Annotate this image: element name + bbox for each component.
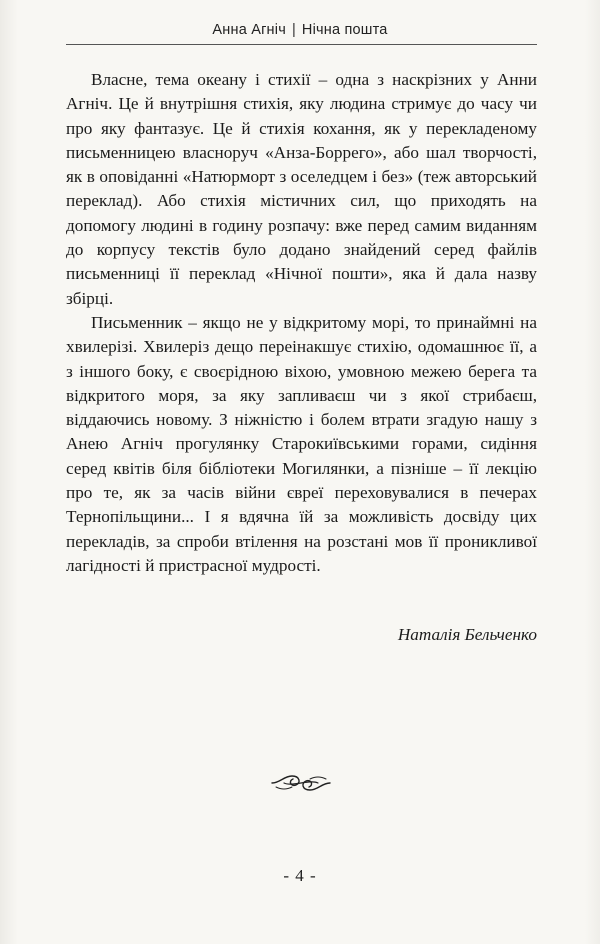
header-rule	[66, 44, 537, 45]
body-text	[66, 68, 537, 578]
page-number: - 4 -	[283, 866, 317, 885]
author-signature: Наталія Бельченко	[397, 625, 537, 644]
flourish-ornament-icon	[270, 768, 332, 798]
header-title: Нічна пошта	[301, 22, 388, 38]
running-header	[0, 22, 600, 38]
paragraph-2: Письменник – якщо не у відкритому морі, то принаймні на хвилерізі. Хвилеріз дещо переінакшує стихію, одомашнює її, а з іншого боку, є своєрідною віхою, умовною межею берега та відкритого моря, за яку запливаєш чи з якої стрибаєш, віддаючись новому. З ніжністю і болем втрати згадую нашу з Анею Агніч прогулянку Старокиївськими горами, сидіння серед квітів біля бібліотеки Могилянки, а пізніше – її лекцію про те, як за часів війни євреї переховувалися в печерах Тернопільщини... І я вдячна їй за можливість досвіду цих перекладів, за спроби втілення на розстані мов її проникливої лагідності й пристрасної мудрості.	[66, 312, 537, 575]
header-separator: |	[291, 22, 296, 38]
paragraph-1: Власне, тема океану і стихії – одна з наскрізних у Анни Агніч. Це й внутрішня стихія, яку людина стримує до часу чи про яку фантазує. Це й стихія кохання, як у перекладеному письменницею власноруч «Анза-Боррего», або шал творчості, як в оповіданні «Натюрморт з оселедцем і без» (теж авторський переклад). Або стихія містичних сил, що приходять на допомогу людині в годину розпачу: вже перед самим виданням до корпусу текстів було додано знайдений серед файлів письменниці її переклад «Нічної пошти», яка й дала назву збірці.	[66, 70, 537, 308]
header-author: Анна Агніч	[212, 22, 286, 38]
